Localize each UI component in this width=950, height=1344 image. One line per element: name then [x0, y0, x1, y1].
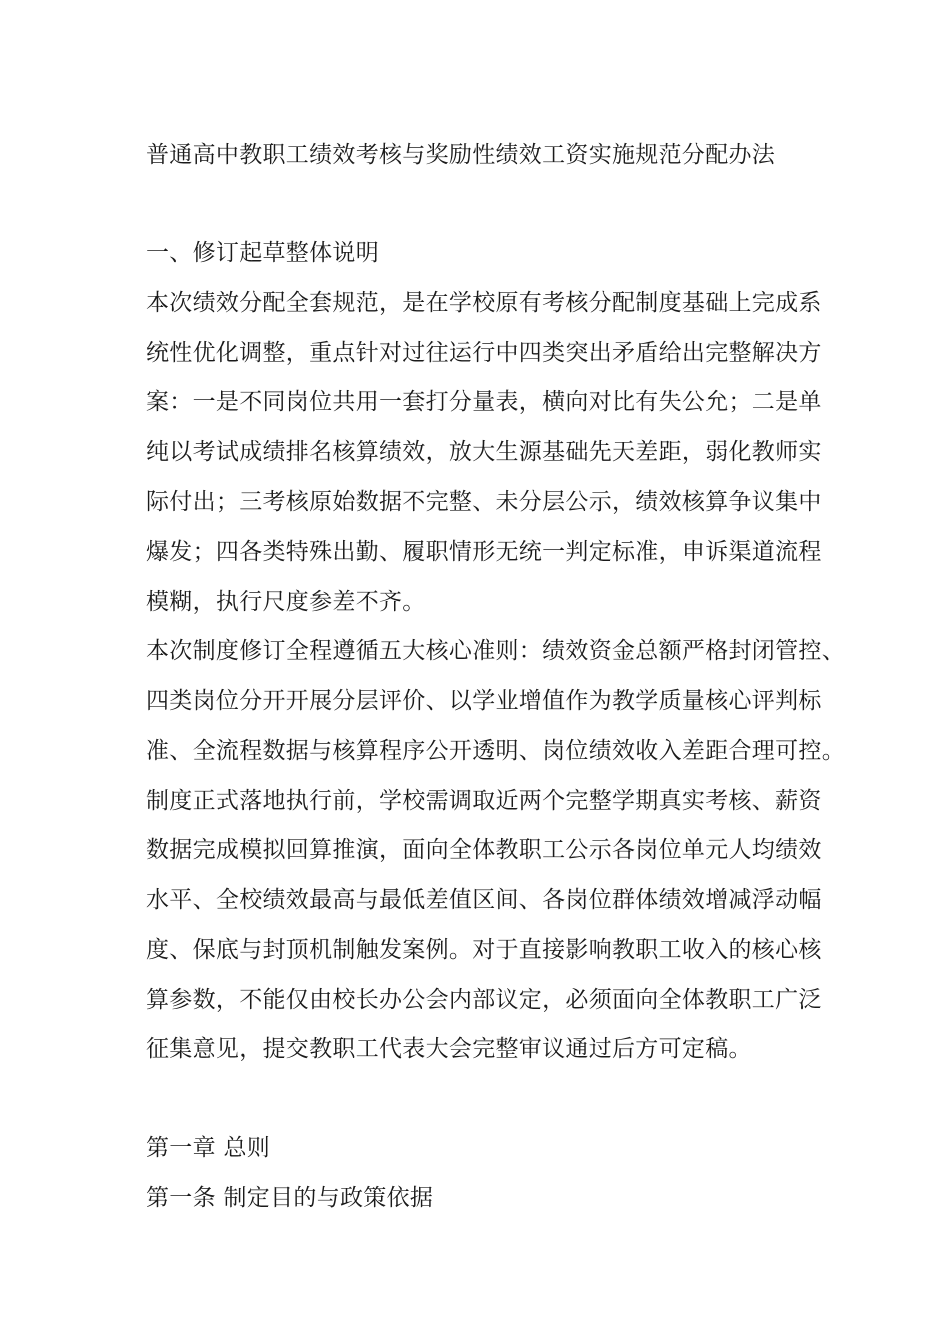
paragraph-line: 本次绩效分配全套规范，是在学校原有考核分配制度基础上完成系: [146, 290, 822, 316]
paragraph-line: 四类岗位分开开展分层评价、以学业增值作为教学质量核心评判标: [146, 688, 822, 714]
paragraph-line: 模糊，执行尺度参差不齐。: [146, 589, 426, 615]
article-heading: 第一条 制定目的与政策依据: [146, 1185, 434, 1211]
paragraph-line: 度、保底与封顶机制触发案例。对于直接影响教职工收入的核心核: [146, 937, 822, 963]
paragraph-line: 准、全流程数据与核算程序公开透明、岗位绩效收入差距合理可控。: [146, 738, 845, 764]
paragraph-line: 本次制度修订全程遵循五大核心准则：绩效资金总额严格封闭管控、: [146, 638, 845, 664]
paragraph-line: 爆发；四各类特殊出勤、履职情形无统一判定标准，申诉渠道流程: [146, 539, 822, 565]
chapter-heading: 第一章 总则: [146, 1135, 271, 1161]
paragraph-line: 水平、全校绩效最高与最低差值区间、各岗位群体绩效增减浮动幅: [146, 887, 822, 913]
paragraph-line: 际付出；三考核原始数据不完整、未分层公示，绩效核算争议集中: [146, 489, 822, 515]
section-heading: 一、修订起草整体说明: [146, 240, 379, 266]
paragraph-line: 征集意见，提交教职工代表大会完整审议通过后方可定稿。: [146, 1036, 752, 1062]
document-title: 普通高中教职工绩效考核与奖励性绩效工资实施规范分配办法: [146, 142, 776, 168]
paragraph-line: 纯以考试成绩排名核算绩效，放大生源基础先天差距，弱化教师实: [146, 439, 822, 465]
paragraph-line: 数据完成模拟回算推演，面向全体教职工公示各岗位单元人均绩效: [146, 837, 822, 863]
paragraph-line: 统性优化调整，重点针对过往运行中四类突出矛盾给出完整解决方: [146, 340, 822, 366]
paragraph-line: 算参数，不能仅由校长办公会内部议定，必须面向全体教职工广泛: [146, 987, 822, 1013]
paragraph-line: 案：一是不同岗位共用一套打分量表，横向对比有失公允；二是单: [146, 389, 822, 415]
paragraph-line: 制度正式落地执行前，学校需调取近两个完整学期真实考核、薪资: [146, 788, 822, 814]
